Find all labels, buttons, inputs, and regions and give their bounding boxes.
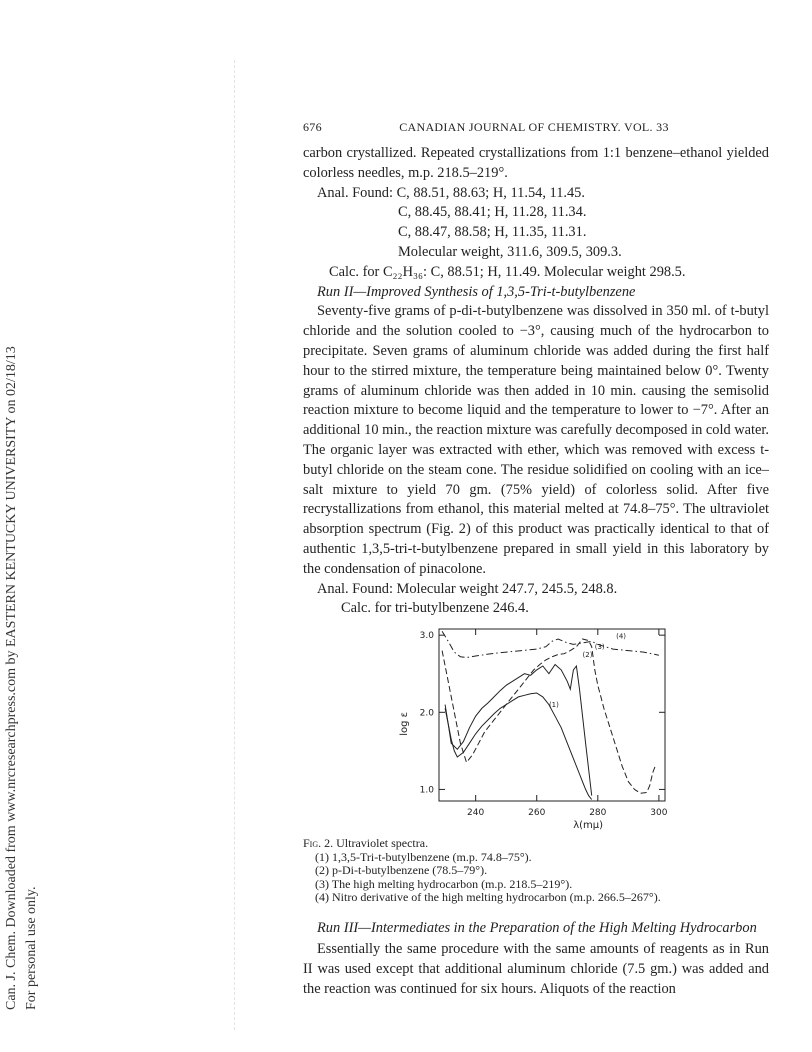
y-tick-label: 1.0: [419, 785, 434, 796]
figure-caption: [303, 837, 769, 905]
series-label-3: (3): [594, 643, 605, 652]
uv-spectra-chart: [383, 623, 683, 835]
caption-title: Fig. 2.: [303, 836, 334, 851]
paragraph-1: carbon crystallized. Repeated crystallizations from 1:1 benzene–ethanol yielded colorless needles, m.p. 218.5–219°.: [303, 145, 769, 181]
download-notice: [2, 0, 42, 1052]
journal-title: CANADIAN JOURNAL OF CHEMISTRY. VOL. 33: [399, 120, 669, 134]
scan-fold-line: [234, 60, 235, 1030]
caption-item-1: (1) 1,3,5-Tri-t-butylbenzene (m.p. 74.8–75°).: [315, 849, 532, 864]
series-label-1: (1): [548, 701, 559, 710]
x-axis-label: λ(mμ): [573, 820, 604, 832]
series-line-4: [442, 631, 659, 657]
analysis-found-2: Anal. Found: Molecular weight 247.7, 245.5, 248.8.: [317, 580, 618, 597]
running-head: [303, 118, 769, 138]
calculated-values-1: Calc. for C₂₂H₃₆: C, 88.51; H, 11.49. Molecular weight 298.5.: [329, 263, 686, 280]
journal-page: [303, 118, 769, 1000]
analysis-line-1: C, 88.51, 88.63; H, 11.54, 11.45.: [396, 184, 585, 201]
personal-use-line: For personal use only.: [24, 886, 39, 1010]
uv-spectra-figure: [303, 623, 769, 835]
analysis-found-label: [303, 184, 769, 204]
analysis-line-2: C, 88.45, 88.41; H, 11.28, 11.34.: [398, 204, 587, 221]
x-tick-label: 300: [650, 808, 668, 819]
y-tick-label: 3.0: [419, 631, 434, 642]
analysis-found-label-text: Anal. Found:: [317, 184, 393, 201]
caption-item-2: (2) p-Di-t-butylbenzene (78.5–79°).: [315, 863, 488, 878]
x-tick-label: 260: [528, 808, 546, 819]
x-tick-label: 280: [589, 808, 607, 819]
calculated-values-2: Calc. for tri-butylbenzene 246.4.: [341, 600, 529, 617]
analysis-line-3: C, 88.47, 88.58; H, 11.35, 11.31.: [398, 224, 587, 241]
caption-text: Ultraviolet spectra.: [336, 836, 429, 851]
paragraph-3: Essentially the same procedure with the same amounts of reagents as in Run II was used except that additional aluminum chloride (7.5 gm.) was added and the reaction was continued for six hours. Aliquots of the reaction: [303, 941, 769, 998]
series-line-1: [445, 693, 592, 800]
section-heading-run-3: Run III—Intermediates in the Preparation of the High Melting Hydrocarbon: [317, 919, 757, 936]
caption-item-4: (4) Nitro derivative of the high melting hydrocarbon (m.p. 266.5–267°).: [315, 890, 661, 905]
section-heading-run-2: Run II—Improved Synthesis of 1,3,5-Tri-t-butylbenzene: [317, 283, 636, 300]
analysis-line-4: Molecular weight, 311.6, 309.5, 309.3.: [398, 243, 622, 260]
series-line-3: [442, 639, 656, 793]
series-label-4: (4): [616, 632, 627, 641]
caption-item-3: (3) The high melting hydrocarbon (m.p. 218.5–219°).: [315, 876, 573, 891]
page-number: 676: [303, 120, 322, 134]
series-label-2: (2): [582, 650, 593, 659]
series-line-2: [445, 665, 592, 796]
y-tick-label: 2.0: [419, 708, 434, 719]
paragraph-2: Seventy-five grams of p-di-t-butylbenzene was dissolved in 350 ml. of t-butyl chloride and the solution cooled to −3°, causing much of the hydrocarbon to precipitate. Seven grams of aluminum chloride was added during the first half hour to the stirred mixture, the temperature being maintained below 0°. Twenty grams of aluminum chloride was then added in 10 min. causing the semisolid reaction mixture to become liquid and the temperature to lower to −7°. After an additional 10 min., the reaction mixture was carefully decomposed in cold water. The organic layer was extracted with ether, which was removed with excess t-butyl chloride on the steam cone. The residue solidified on cooling with an ice–salt mixture to yield 70 gm. (75% yield) of colorless solid. After five recrystallizations from ethanol, this material melted at 74.8–75°. The ultraviolet absorption spectrum (Fig. 2) of this product was practically identical to that of authentic 1,3,5-tri-t-butylbenzene prepared in small yield in this laboratory by the condensation of pinacolone.: [303, 303, 769, 577]
download-line: Can. J. Chem. Downloaded from www.nrcresearchpress.com by EASTERN KENTUCKY UNIVERSITY on 02/18/13: [4, 346, 19, 1010]
plot-frame: [439, 629, 665, 801]
y-axis-label: log ε: [399, 712, 410, 736]
x-tick-label: 240: [467, 808, 485, 819]
